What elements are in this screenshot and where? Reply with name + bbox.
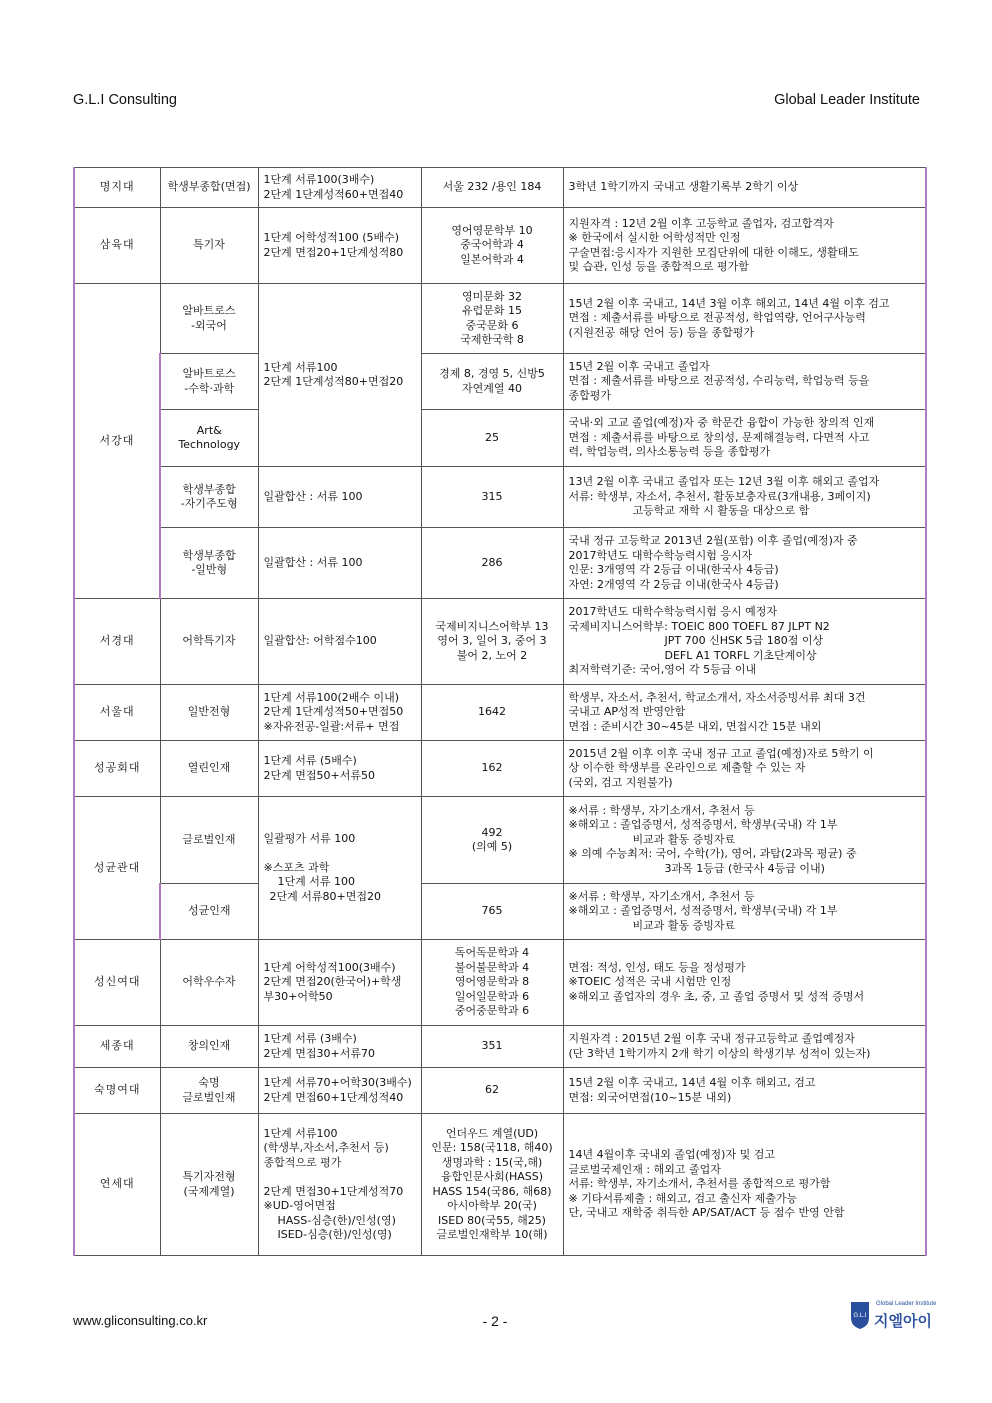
university-name: 명지대 bbox=[74, 168, 160, 208]
admission-type: 일반전형 bbox=[160, 685, 258, 741]
selection-method: 1단계 서류100(3배수) 2단계 1단계성적60+면접40 bbox=[258, 168, 421, 208]
logo-subtitle: Global Leader Institute bbox=[876, 1301, 937, 1307]
quota: 492 (의예 5) bbox=[421, 797, 563, 884]
requirements: 14년 4월이후 국내외 졸업(예정)자 및 검고 글로벌국제인재 : 해외고 졸업자 서류: 학생부, 자기소개서, 추천서를 종합적으로 평가함 ※ 기타서류제출 : 해외고, 검고 출신자 제출가능 단, 국내고 재학중 취득한 AP/SAT/ACT 등 점수 반영 안함 bbox=[563, 1114, 926, 1256]
table-row bbox=[74, 1068, 926, 1114]
requirements: 2015년 2월 이후 이후 국내 정규 고교 졸업(예정)자로 5학기 이 상 이수한 학생부를 온라인으로 제출할 수 있는 자 (국외, 검고 지원불가) bbox=[563, 741, 926, 797]
requirements: 면접: 적성, 인성, 태도 등을 정성평가 ※TOEIC 성적은 국내 시험만 인정 ※해외고 졸업자의 경우 초, 중, 고 졸업 증명서 및 성적 증명서 bbox=[563, 940, 926, 1026]
footer-url[interactable]: www.gliconsulting.co.kr bbox=[73, 1313, 208, 1328]
table-row bbox=[74, 797, 926, 884]
table-row bbox=[74, 354, 926, 410]
admission-type: 알바트로스 -수학·과학 bbox=[160, 354, 258, 410]
requirements: 13년 2월 이후 국내고 졸업자 또는 12년 3월 이후 해외고 졸업자 서류: 학생부, 자소서, 추천서, 활동보충자료(3개내용, 3페이지) 고등학교 재학 시 활동을 대상으로 함 bbox=[563, 467, 926, 528]
selection-method: 일괄합산 : 서류 100 bbox=[258, 528, 421, 599]
gli-logo bbox=[850, 1298, 937, 1332]
university-name: 연세대 bbox=[74, 1114, 160, 1256]
selection-method: 1단계 서류 (3배수) 2단계 면접30+서류70 bbox=[258, 1026, 421, 1068]
selection-method: 1단계 서류100 2단계 1단계성적80+면접20 bbox=[258, 284, 421, 467]
header-right: Global Leader Institute bbox=[774, 92, 920, 108]
requirements: 학생부, 자소서, 추천서, 학교소개서, 자소서증빙서류 최대 3건 국내고 AP성적 반영안함 면접 : 준비시간 30~45분 내외, 면접시간 15분 내외 bbox=[563, 685, 926, 741]
admission-type: 열린인재 bbox=[160, 741, 258, 797]
quota: 서울 232 /용인 184 bbox=[421, 168, 563, 208]
admission-type: Art& Technology bbox=[160, 410, 258, 467]
requirements: 15년 2월 이후 국내고, 14년 4월 이후 해외고, 검고 면접: 외국어면접(10~15분 내외) bbox=[563, 1068, 926, 1114]
requirements: ※서류 : 학생부, 자기소개서, 추천서 등 ※해외고 : 졸업증명서, 성적증명서, 학생부(국내) 각 1부 비교과 활동 증빙자료 ※ 의예 수능최저: 국어, 수학(가), 영어, 과탐(2과목 평균) 중 3과목 1등급 (한국사 4등급 이내) bbox=[563, 797, 926, 884]
quota: 영어영문학부 10 중국어학과 4 일본어학과 4 bbox=[421, 208, 563, 284]
requirements: 국내·외 고교 졸업(예정)자 중 학문간 융합이 가능한 창의적 인재 면접 : 제출서류를 바탕으로 창의성, 문제해결능력, 다면적 사고 력, 학업능력, 의사소통능력 등을 종합평가 bbox=[563, 410, 926, 467]
logo-mark: G.L.I bbox=[853, 1313, 867, 1319]
admission-type: 학생부종합(면접) bbox=[160, 168, 258, 208]
admission-type: 학생부종합 -일반형 bbox=[160, 528, 258, 599]
admission-type: 학생부종합 -자기주도형 bbox=[160, 467, 258, 528]
requirements: 15년 2월 이후 국내고 졸업자 면접 : 제출서류를 바탕으로 전공적성, 수리능력, 학업능력 등을 종합평가 bbox=[563, 354, 926, 410]
selection-method: 1단계 서류70+어학30(3배수) 2단계 면접60+1단계성적40 bbox=[258, 1068, 421, 1114]
admission-type: 숙명 글로벌인재 bbox=[160, 1068, 258, 1114]
university-name: 숙명여대 bbox=[74, 1068, 160, 1114]
university-name: 삼육대 bbox=[74, 208, 160, 284]
quota: 25 bbox=[421, 410, 563, 467]
table-row bbox=[74, 1114, 926, 1256]
admission-type: 알바트로스 -외국어 bbox=[160, 284, 258, 354]
selection-method: 1단계 어학성적100(3배수) 2단계 면접20(한국어)+학생 부30+어학50 bbox=[258, 940, 421, 1026]
admission-type: 특기자전형 (국제계열) bbox=[160, 1114, 258, 1256]
admission-type: 특기자 bbox=[160, 208, 258, 284]
quota: 351 bbox=[421, 1026, 563, 1068]
selection-method: 1단계 서류100(2배수 이내) 2단계 1단계성적50+면접50 ※자유전공-일괄:서류+ 면접 bbox=[258, 685, 421, 741]
quota: 영미문화 32 유럽문화 15 중국문화 6 국제한국학 8 bbox=[421, 284, 563, 354]
university-name: 성신여대 bbox=[74, 940, 160, 1026]
table-row bbox=[74, 685, 926, 741]
selection-method: 1단계 어학성적100 (5배수) 2단계 면접20+1단계성적80 bbox=[258, 208, 421, 284]
quota: 62 bbox=[421, 1068, 563, 1114]
table-row bbox=[74, 940, 926, 1026]
table-row bbox=[74, 741, 926, 797]
quota: 315 bbox=[421, 467, 563, 528]
logo-name: 지엘아이 bbox=[874, 1312, 932, 1330]
quota: 독어독문학과 4 불어불문학과 4 영어영문학과 8 일어일문학과 6 중어중문학과 6 bbox=[421, 940, 563, 1026]
selection-method: 1단계 서류 (5배수) 2단계 면접50+서류50 bbox=[258, 741, 421, 797]
admission-type: 어학우수자 bbox=[160, 940, 258, 1026]
table-row bbox=[74, 528, 926, 599]
requirements: 15년 2월 이후 국내고, 14년 3월 이후 해외고, 14년 4월 이후 검고 면접 : 제출서류를 바탕으로 전공적성, 학업역량, 언어구사능력 (지원전공 해당 언어 등) 등을 종합평가 bbox=[563, 284, 926, 354]
admission-type: 글로벌인재 bbox=[160, 797, 258, 884]
requirements: 지원자격 : 2015년 2월 이후 국내 정규고등학교 졸업예정자 (단 3학년 1학기까지 2개 학기 이상의 학생기부 성적이 있는자) bbox=[563, 1026, 926, 1068]
page-number: - 2 - bbox=[482, 1313, 508, 1329]
quota: 언더우드 계열(UD) 인문: 158(국118, 해40) 생명과학 : 15(국,해) 융합인문사회(HASS) HASS 154(국86, 해68) 아시아학부 20(국) ISED 80(국55, 해25) 글로벌인재학부 10(해) bbox=[421, 1114, 563, 1256]
selection-method: 1단계 서류100 (학생부,자소서,추천서 등) 종합적으로 평가 2단계 면접30+1단계성적70 ※UD-영어면접 HASS-심층(한)/인성(영) ISED-심층(한)/인성(영) bbox=[258, 1114, 421, 1256]
selection-method: 일괄평가 서류 100 ※스포츠 과학 1단계 서류 100 2단계 서류80+면접20 bbox=[258, 797, 421, 940]
requirements: 2017학년도 대학수학능력시험 응시 예정자 국제비지니스어학부: TOEIC 800 TOEFL 87 JLPT N2 JPT 700 신HSK 5급 180점 이상 DEFL A1 TORFL 기초단계이상 최저학력기준: 국어,영어 각 5등급 이내 bbox=[563, 599, 926, 685]
requirements: 국내 정규 고등학교 2013년 2월(포함) 이후 졸업(예정)자 중 2017학년도 대학수학능력시험 응시자 인문: 3개영역 각 2등급 이내(한국사 4등급) 자연: 2개영역 각 2등급 이내(한국사 4등급) bbox=[563, 528, 926, 599]
quota: 286 bbox=[421, 528, 563, 599]
university-name: 서경대 bbox=[74, 599, 160, 685]
admission-type: 어학특기자 bbox=[160, 599, 258, 685]
university-name: 성공회대 bbox=[74, 741, 160, 797]
table-row bbox=[74, 208, 926, 284]
table-row bbox=[74, 467, 926, 528]
requirements: 3학년 1학기까지 국내고 생활기록부 2학기 이상 bbox=[563, 168, 926, 208]
table-row bbox=[74, 168, 926, 208]
requirements: 지원자격 : 12년 2월 이후 고등학교 졸업자, 검고합격자 ※ 한국에서 실시한 어학성적만 인정 구술면접:응시자가 지원한 모집단위에 대한 이해도, 생활태도 및 습관, 인성 등을 종합적으로 평가함 bbox=[563, 208, 926, 284]
table-row bbox=[74, 284, 926, 354]
header-left: G.L.I Consulting bbox=[73, 92, 177, 108]
table-row bbox=[74, 599, 926, 685]
quota: 765 bbox=[421, 884, 563, 940]
admission-type: 성균인재 bbox=[160, 884, 258, 940]
university-name: 성균관대 bbox=[74, 797, 160, 940]
university-name: 서강대 bbox=[74, 284, 160, 599]
admission-type: 창의인재 bbox=[160, 1026, 258, 1068]
quota: 1642 bbox=[421, 685, 563, 741]
selection-method: 일괄합산: 어학점수100 bbox=[258, 599, 421, 685]
table-row bbox=[74, 884, 926, 940]
shield-icon bbox=[850, 1300, 870, 1330]
quota: 162 bbox=[421, 741, 563, 797]
selection-method: 일괄합산 : 서류 100 bbox=[258, 467, 421, 528]
quota: 경제 8, 경영 5, 신방5 자연계열 40 bbox=[421, 354, 563, 410]
table-row bbox=[74, 410, 926, 467]
requirements: ※서류 : 학생부, 자기소개서, 추천서 등 ※해외고 : 졸업증명서, 성적증명서, 학생부(국내) 각 1부 비교과 활동 증빙자료 bbox=[563, 884, 926, 940]
university-name: 서울대 bbox=[74, 685, 160, 741]
university-name: 세종대 bbox=[74, 1026, 160, 1068]
quota: 국제비지니스어학부 13 영어 3, 일어 3, 중어 3 불어 2, 노어 2 bbox=[421, 599, 563, 685]
table-row bbox=[74, 1026, 926, 1068]
admissions-table bbox=[73, 167, 927, 1256]
